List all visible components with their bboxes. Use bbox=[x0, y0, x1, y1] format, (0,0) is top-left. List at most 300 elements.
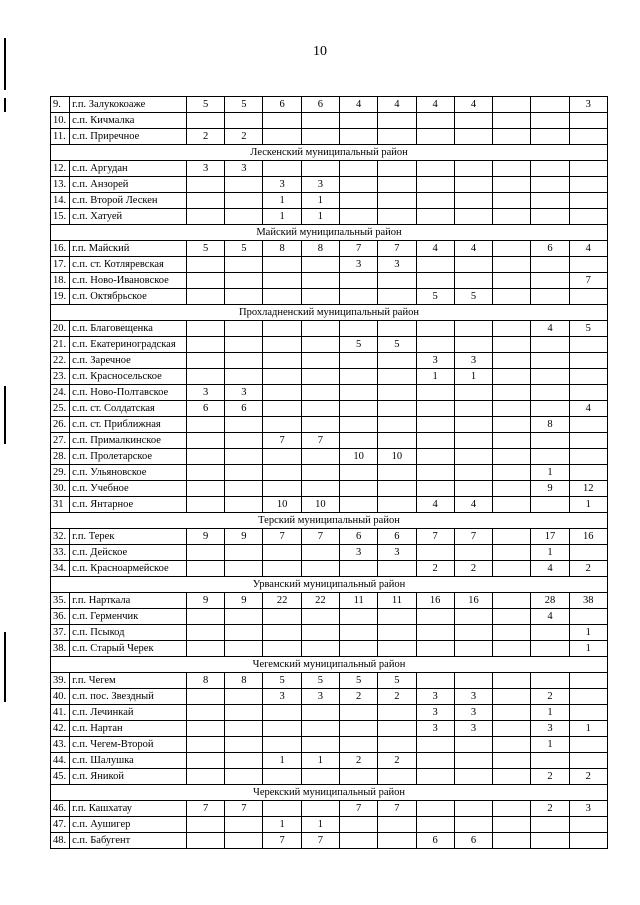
row-number: 26. bbox=[51, 417, 70, 433]
value-cell bbox=[186, 465, 224, 481]
value-cell bbox=[531, 369, 569, 385]
value-cell bbox=[493, 177, 531, 193]
row-number: 12. bbox=[51, 161, 70, 177]
value-cell bbox=[186, 289, 224, 305]
value-cell bbox=[416, 817, 454, 833]
value-cell bbox=[569, 177, 607, 193]
value-cell: 4 bbox=[378, 97, 416, 113]
row-number: 19. bbox=[51, 289, 70, 305]
value-cell bbox=[569, 113, 607, 129]
value-cell bbox=[454, 209, 492, 225]
value-cell bbox=[416, 129, 454, 145]
value-cell bbox=[493, 769, 531, 785]
value-cell bbox=[416, 545, 454, 561]
value-cell bbox=[340, 369, 378, 385]
value-cell bbox=[225, 321, 263, 337]
value-cell: 7 bbox=[301, 529, 339, 545]
value-cell: 1 bbox=[454, 369, 492, 385]
value-cell: 5 bbox=[263, 673, 301, 689]
table-row bbox=[51, 161, 608, 177]
value-cell: 12 bbox=[569, 481, 607, 497]
value-cell bbox=[569, 753, 607, 769]
value-cell bbox=[301, 561, 339, 577]
settlement-name: с.п. Заречное bbox=[70, 353, 187, 369]
value-cell: 5 bbox=[569, 321, 607, 337]
value-cell bbox=[454, 177, 492, 193]
value-cell bbox=[186, 561, 224, 577]
value-cell: 6 bbox=[186, 401, 224, 417]
value-cell bbox=[569, 737, 607, 753]
value-cell: 1 bbox=[531, 737, 569, 753]
value-cell bbox=[493, 705, 531, 721]
value-cell: 10 bbox=[263, 497, 301, 513]
value-cell bbox=[569, 673, 607, 689]
value-cell bbox=[378, 721, 416, 737]
row-number: 22. bbox=[51, 353, 70, 369]
value-cell bbox=[416, 609, 454, 625]
value-cell bbox=[569, 465, 607, 481]
value-cell: 7 bbox=[569, 273, 607, 289]
value-cell bbox=[340, 129, 378, 145]
table-row bbox=[51, 737, 608, 753]
row-number: 17. bbox=[51, 257, 70, 273]
value-cell bbox=[186, 721, 224, 737]
value-cell: 4 bbox=[416, 97, 454, 113]
row-number: 46. bbox=[51, 801, 70, 817]
table-row bbox=[51, 705, 608, 721]
value-cell: 1 bbox=[569, 625, 607, 641]
value-cell bbox=[416, 769, 454, 785]
value-cell bbox=[531, 625, 569, 641]
value-cell bbox=[569, 833, 607, 849]
value-cell: 10 bbox=[301, 497, 339, 513]
value-cell bbox=[378, 817, 416, 833]
value-cell: 3 bbox=[531, 721, 569, 737]
value-cell: 16 bbox=[416, 593, 454, 609]
value-cell bbox=[263, 321, 301, 337]
settlement-name: с.п. Благовещенка bbox=[70, 321, 187, 337]
value-cell bbox=[263, 737, 301, 753]
value-cell bbox=[454, 609, 492, 625]
value-cell bbox=[416, 257, 454, 273]
page-number: 10 bbox=[313, 44, 327, 59]
value-cell bbox=[186, 737, 224, 753]
row-number: 36. bbox=[51, 609, 70, 625]
value-cell bbox=[416, 801, 454, 817]
value-cell bbox=[301, 385, 339, 401]
value-cell: 16 bbox=[454, 593, 492, 609]
value-cell: 1 bbox=[569, 721, 607, 737]
row-number: 34. bbox=[51, 561, 70, 577]
value-cell bbox=[378, 625, 416, 641]
value-cell bbox=[340, 289, 378, 305]
value-cell bbox=[416, 641, 454, 657]
value-cell bbox=[378, 833, 416, 849]
value-cell bbox=[493, 481, 531, 497]
settlement-name: с.п. Красноармейское bbox=[70, 561, 187, 577]
settlement-name: с.п. Янтарное bbox=[70, 497, 187, 513]
table-row bbox=[51, 689, 608, 705]
value-cell bbox=[340, 817, 378, 833]
value-cell: 8 bbox=[263, 241, 301, 257]
settlement-name: с.п. Старый Черек bbox=[70, 641, 187, 657]
value-cell bbox=[263, 417, 301, 433]
value-cell bbox=[493, 641, 531, 657]
value-cell bbox=[416, 673, 454, 689]
value-cell: 16 bbox=[569, 529, 607, 545]
value-cell bbox=[225, 353, 263, 369]
value-cell bbox=[225, 817, 263, 833]
value-cell: 7 bbox=[263, 529, 301, 545]
settlement-name: с.п. Лечинкай bbox=[70, 705, 187, 721]
value-cell bbox=[225, 625, 263, 641]
value-cell bbox=[569, 353, 607, 369]
table-row bbox=[51, 417, 608, 433]
value-cell bbox=[493, 321, 531, 337]
value-cell: 1 bbox=[301, 193, 339, 209]
settlement-name: с.п. Дейское bbox=[70, 545, 187, 561]
value-cell bbox=[493, 257, 531, 273]
value-cell: 2 bbox=[531, 801, 569, 817]
value-cell bbox=[263, 257, 301, 273]
value-cell: 3 bbox=[263, 689, 301, 705]
value-cell bbox=[186, 689, 224, 705]
value-cell: 3 bbox=[301, 689, 339, 705]
value-cell bbox=[225, 481, 263, 497]
table-row bbox=[51, 817, 608, 833]
value-cell bbox=[340, 481, 378, 497]
settlement-name: с.п. Анзорей bbox=[70, 177, 187, 193]
value-cell bbox=[454, 817, 492, 833]
table-row bbox=[51, 593, 608, 609]
value-cell: 10 bbox=[340, 449, 378, 465]
value-cell bbox=[340, 609, 378, 625]
value-cell bbox=[493, 753, 531, 769]
value-cell: 1 bbox=[416, 369, 454, 385]
district-header-row bbox=[51, 657, 608, 673]
value-cell bbox=[569, 193, 607, 209]
value-cell bbox=[531, 97, 569, 113]
value-cell bbox=[493, 161, 531, 177]
table-row bbox=[51, 497, 608, 513]
value-cell bbox=[301, 481, 339, 497]
value-cell bbox=[301, 769, 339, 785]
district-title: Черекский муниципальный район bbox=[51, 785, 608, 801]
value-cell bbox=[225, 497, 263, 513]
value-cell bbox=[263, 273, 301, 289]
value-cell bbox=[301, 417, 339, 433]
value-cell bbox=[301, 705, 339, 721]
value-cell bbox=[531, 289, 569, 305]
value-cell bbox=[340, 561, 378, 577]
value-cell bbox=[531, 641, 569, 657]
value-cell bbox=[378, 417, 416, 433]
district-title: Чегемский муниципальный район bbox=[51, 657, 608, 673]
value-cell bbox=[301, 257, 339, 273]
value-cell: 3 bbox=[301, 177, 339, 193]
value-cell bbox=[493, 385, 531, 401]
value-cell bbox=[454, 417, 492, 433]
value-cell: 3 bbox=[186, 385, 224, 401]
value-cell: 3 bbox=[454, 705, 492, 721]
table-row bbox=[51, 833, 608, 849]
value-cell bbox=[493, 449, 531, 465]
value-cell: 2 bbox=[340, 753, 378, 769]
value-cell bbox=[531, 497, 569, 513]
value-cell: 2 bbox=[186, 129, 224, 145]
settlement-name: с.п. Аушигер bbox=[70, 817, 187, 833]
value-cell bbox=[225, 289, 263, 305]
value-cell bbox=[493, 289, 531, 305]
value-cell bbox=[416, 321, 454, 337]
value-cell bbox=[301, 449, 339, 465]
value-cell bbox=[416, 417, 454, 433]
value-cell bbox=[378, 113, 416, 129]
table-row bbox=[51, 609, 608, 625]
row-number: 48. bbox=[51, 833, 70, 849]
value-cell: 3 bbox=[569, 801, 607, 817]
settlement-name: с.п. ст. Приближная bbox=[70, 417, 187, 433]
value-cell bbox=[531, 401, 569, 417]
settlement-name: с.п. Шалушка bbox=[70, 753, 187, 769]
value-cell bbox=[225, 177, 263, 193]
value-cell bbox=[186, 609, 224, 625]
value-cell bbox=[416, 385, 454, 401]
value-cell bbox=[263, 337, 301, 353]
value-cell: 17 bbox=[531, 529, 569, 545]
value-cell bbox=[340, 177, 378, 193]
value-cell: 7 bbox=[378, 801, 416, 817]
value-cell bbox=[493, 529, 531, 545]
value-cell: 7 bbox=[301, 433, 339, 449]
value-cell: 1 bbox=[263, 753, 301, 769]
value-cell bbox=[263, 545, 301, 561]
value-cell bbox=[301, 289, 339, 305]
row-number: 11. bbox=[51, 129, 70, 145]
value-cell bbox=[186, 817, 224, 833]
value-cell bbox=[263, 289, 301, 305]
value-cell bbox=[378, 273, 416, 289]
value-cell: 7 bbox=[416, 529, 454, 545]
row-number: 33. bbox=[51, 545, 70, 561]
value-cell: 1 bbox=[301, 209, 339, 225]
value-cell: 4 bbox=[416, 497, 454, 513]
value-cell bbox=[340, 209, 378, 225]
value-cell bbox=[263, 369, 301, 385]
value-cell bbox=[186, 369, 224, 385]
value-cell bbox=[378, 193, 416, 209]
value-cell bbox=[186, 753, 224, 769]
value-cell: 4 bbox=[416, 241, 454, 257]
margin-mark bbox=[4, 98, 6, 112]
settlement-name: г.п. Майский bbox=[70, 241, 187, 257]
value-cell bbox=[569, 609, 607, 625]
value-cell bbox=[569, 449, 607, 465]
value-cell bbox=[340, 273, 378, 289]
value-cell bbox=[301, 273, 339, 289]
value-cell bbox=[416, 465, 454, 481]
value-cell bbox=[225, 369, 263, 385]
value-cell bbox=[454, 193, 492, 209]
value-cell bbox=[569, 689, 607, 705]
value-cell bbox=[454, 753, 492, 769]
row-number: 10. bbox=[51, 113, 70, 129]
value-cell bbox=[263, 721, 301, 737]
value-cell: 2 bbox=[225, 129, 263, 145]
value-cell: 3 bbox=[225, 385, 263, 401]
value-cell bbox=[378, 433, 416, 449]
value-cell: 4 bbox=[531, 609, 569, 625]
value-cell bbox=[493, 209, 531, 225]
row-number: 30. bbox=[51, 481, 70, 497]
settlement-name: г.п. Кашхатау bbox=[70, 801, 187, 817]
value-cell bbox=[454, 769, 492, 785]
value-cell bbox=[531, 353, 569, 369]
table-row bbox=[51, 337, 608, 353]
settlement-name: г.п. Чегем bbox=[70, 673, 187, 689]
value-cell bbox=[569, 337, 607, 353]
value-cell: 5 bbox=[416, 289, 454, 305]
table-row bbox=[51, 769, 608, 785]
value-cell bbox=[225, 417, 263, 433]
value-cell bbox=[340, 769, 378, 785]
value-cell: 6 bbox=[416, 833, 454, 849]
value-cell bbox=[378, 209, 416, 225]
value-cell bbox=[225, 753, 263, 769]
settlement-name: с.п. Учебное bbox=[70, 481, 187, 497]
value-cell: 7 bbox=[301, 833, 339, 849]
value-cell bbox=[378, 129, 416, 145]
value-cell bbox=[225, 193, 263, 209]
row-number: 21. bbox=[51, 337, 70, 353]
value-cell bbox=[416, 449, 454, 465]
value-cell: 6 bbox=[531, 241, 569, 257]
value-cell bbox=[493, 273, 531, 289]
value-cell: 4 bbox=[454, 497, 492, 513]
value-cell: 4 bbox=[531, 561, 569, 577]
row-number: 16. bbox=[51, 241, 70, 257]
value-cell bbox=[569, 433, 607, 449]
value-cell: 9 bbox=[186, 529, 224, 545]
value-cell bbox=[569, 257, 607, 273]
value-cell bbox=[263, 113, 301, 129]
value-cell: 2 bbox=[531, 689, 569, 705]
settlement-name: с.п. Екатериноградская bbox=[70, 337, 187, 353]
value-cell: 3 bbox=[225, 161, 263, 177]
district-header-row bbox=[51, 305, 608, 321]
table-row bbox=[51, 129, 608, 145]
value-cell bbox=[416, 625, 454, 641]
value-cell: 11 bbox=[340, 593, 378, 609]
value-cell: 2 bbox=[340, 689, 378, 705]
value-cell bbox=[301, 337, 339, 353]
value-cell bbox=[340, 193, 378, 209]
value-cell bbox=[454, 625, 492, 641]
row-number: 29. bbox=[51, 465, 70, 481]
district-title: Лескенский муниципальный район bbox=[51, 145, 608, 161]
value-cell bbox=[493, 465, 531, 481]
settlement-name: с.п. Прималкинское bbox=[70, 433, 187, 449]
row-number: 15. bbox=[51, 209, 70, 225]
value-cell bbox=[378, 737, 416, 753]
value-cell bbox=[186, 193, 224, 209]
value-cell bbox=[416, 337, 454, 353]
value-cell bbox=[263, 385, 301, 401]
value-cell bbox=[186, 209, 224, 225]
value-cell bbox=[454, 321, 492, 337]
value-cell bbox=[186, 545, 224, 561]
value-cell bbox=[378, 321, 416, 337]
value-cell bbox=[225, 273, 263, 289]
value-cell bbox=[531, 433, 569, 449]
value-cell: 3 bbox=[378, 545, 416, 561]
value-cell bbox=[493, 609, 531, 625]
value-cell bbox=[416, 161, 454, 177]
value-cell: 3 bbox=[263, 177, 301, 193]
value-cell: 1 bbox=[263, 209, 301, 225]
district-header-row bbox=[51, 145, 608, 161]
value-cell bbox=[301, 609, 339, 625]
district-title: Прохладненский муниципальный район bbox=[51, 305, 608, 321]
value-cell bbox=[531, 337, 569, 353]
value-cell: 38 bbox=[569, 593, 607, 609]
value-cell bbox=[263, 449, 301, 465]
value-cell: 7 bbox=[263, 833, 301, 849]
value-cell: 6 bbox=[263, 97, 301, 113]
settlement-name: с.п. ст. Солдатская bbox=[70, 401, 187, 417]
settlement-name: с.п. Октябрьское bbox=[70, 289, 187, 305]
value-cell bbox=[301, 465, 339, 481]
value-cell: 4 bbox=[454, 241, 492, 257]
value-cell bbox=[225, 113, 263, 129]
district-title: Майский муниципальный район bbox=[51, 225, 608, 241]
value-cell bbox=[493, 369, 531, 385]
value-cell: 2 bbox=[378, 753, 416, 769]
value-cell bbox=[225, 561, 263, 577]
value-cell bbox=[454, 113, 492, 129]
value-cell bbox=[263, 465, 301, 481]
settlement-name: с.п. Ново-Ивановское bbox=[70, 273, 187, 289]
value-cell: 3 bbox=[340, 545, 378, 561]
value-cell bbox=[378, 465, 416, 481]
value-cell bbox=[454, 257, 492, 273]
value-cell: 1 bbox=[301, 817, 339, 833]
value-cell: 6 bbox=[340, 529, 378, 545]
row-number: 39. bbox=[51, 673, 70, 689]
table-row bbox=[51, 449, 608, 465]
value-cell: 1 bbox=[263, 193, 301, 209]
value-cell bbox=[225, 545, 263, 561]
value-cell bbox=[531, 833, 569, 849]
table-row bbox=[51, 481, 608, 497]
settlement-name: с.п. Псыкод bbox=[70, 625, 187, 641]
value-cell: 3 bbox=[186, 161, 224, 177]
value-cell bbox=[416, 177, 454, 193]
value-cell bbox=[493, 129, 531, 145]
value-cell bbox=[263, 769, 301, 785]
value-cell bbox=[416, 209, 454, 225]
value-cell: 4 bbox=[569, 401, 607, 417]
value-cell: 7 bbox=[263, 433, 301, 449]
value-cell: 1 bbox=[531, 465, 569, 481]
value-cell bbox=[340, 625, 378, 641]
value-cell: 4 bbox=[454, 97, 492, 113]
value-cell bbox=[225, 833, 263, 849]
value-cell bbox=[454, 129, 492, 145]
value-cell bbox=[493, 337, 531, 353]
table-row bbox=[51, 673, 608, 689]
value-cell: 7 bbox=[225, 801, 263, 817]
